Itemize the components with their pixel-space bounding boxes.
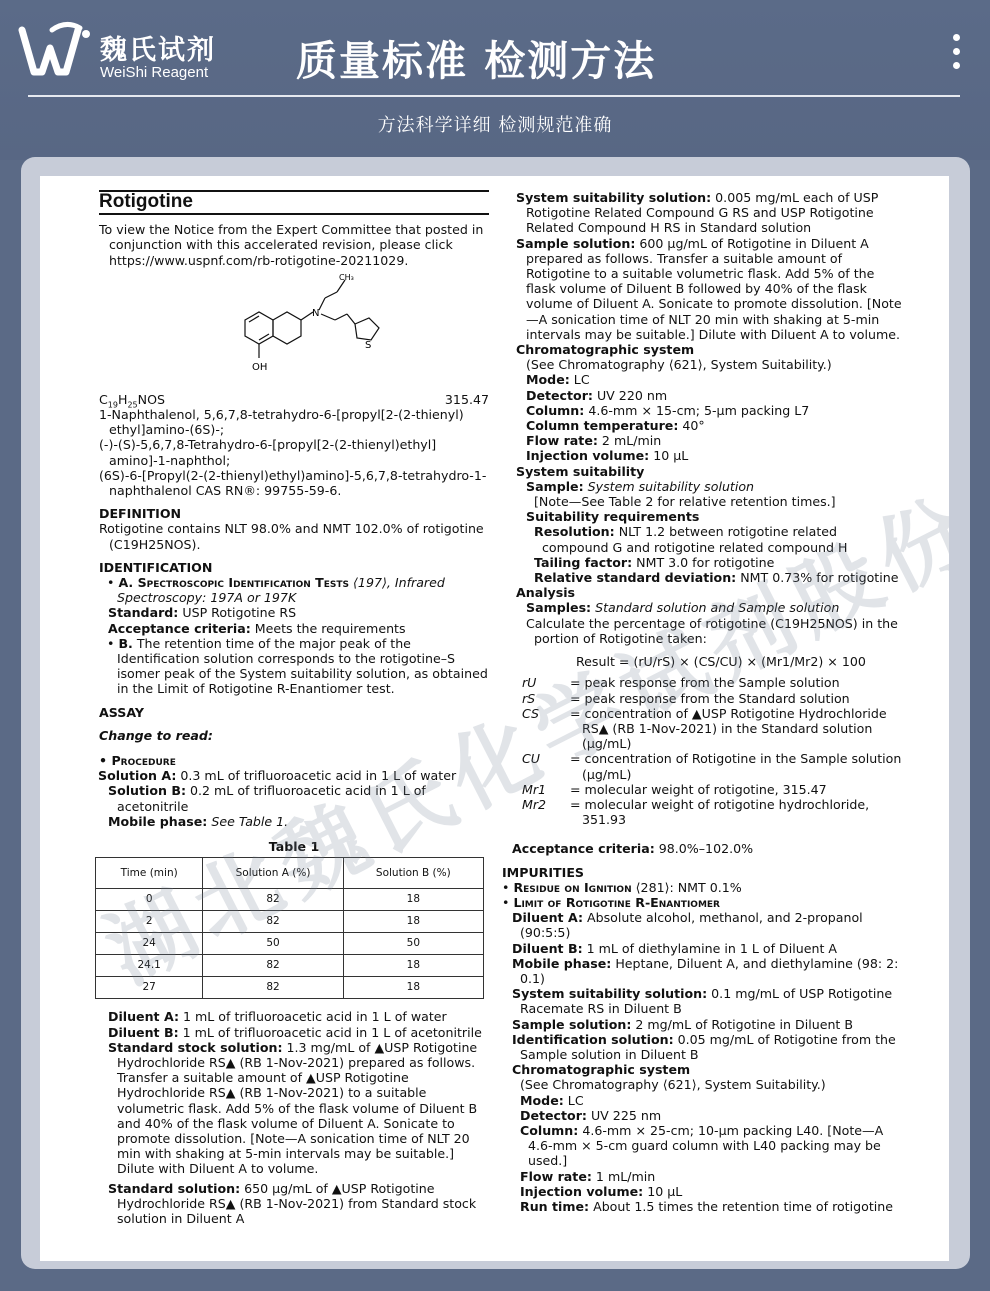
- chrom-heading: Chromatographic system: [516, 342, 695, 358]
- chrom-param: Detector: UV 220 nm: [526, 387, 668, 403]
- residue-on-ignition: • Residue on Ignition ⟨281⟩: NMT 0.1%: [502, 879, 742, 895]
- solution-b: Solution B: 0.2 mL of trifluoroacetic acid in 1 L of acetonitrile: [108, 783, 426, 814]
- left-column: [99, 190, 489, 1226]
- table-cell: 18: [343, 911, 483, 933]
- standard-stock-solution: Standard stock solution: 1.3 mg/mL of ▲USP Rotigotine Hydrochloride RS▲ (RB 1-Nov-2021) prepared as follows. Transfer a suitable amount of ▲USP Rotigotine Hydrochloride RS▲ (RB 1-Nov-2021) to a suitable volumetric flask. Add 5% of the flask volume of Diluent B and 40% of the flask volume of Diluent A. Sonicate to promote dissolution. [Note—A sonication time of NLT 20 min with shaking at 5-min intervals may be suitable.] Dilute with Diluent A to volume.: [108, 1039, 478, 1177]
- suit-note: [Note—See Table 2 for relative retention times.]: [534, 494, 836, 510]
- chrom2-param: Injection volume: 10 µL: [520, 1183, 683, 1199]
- chrom2-heading: Chromatographic system: [512, 1062, 691, 1078]
- table-row: [96, 911, 484, 933]
- change-note: Change to read:: [99, 727, 213, 743]
- identification-heading: IDENTIFICATION: [99, 559, 213, 575]
- chrom-param: Flow rate: 2 mL/min: [526, 433, 662, 449]
- table-cell: 2: [96, 911, 203, 933]
- title-bottom-rule: [99, 213, 489, 215]
- chem-name: (-)-(S)-5,6,7,8-Tetrahydro-6-[propyl[2-(2-thienyl)ethyl] amino]-1-naphthol;: [99, 437, 437, 468]
- chrom-see: (See Chromatography ⟨621⟩, System Suitability.): [526, 357, 832, 373]
- chem-name: (6S)-6-[Propyl(2-(2-thienyl)ethyl)amino]-5,6,7,8-tetrahydro-1-naphthalenol CAS RN®: 99755-59-6.: [99, 467, 487, 499]
- table-cell: 24: [96, 933, 203, 955]
- impurity-param: Mobile phase: Heptane, Diluent A, and diethylamine (98: 2: 0.1): [512, 955, 899, 986]
- molecular-formula: $C_{19}H_{25}NOS$: [99, 391, 165, 410]
- table-row: [96, 977, 484, 999]
- formula-def: CS = concentration of ▲USP Rotigotine Hydrochloride RS▲ (RB 1-Nov-2021) in the Standard solution (µg/mL): [522, 705, 887, 752]
- monograph-title: Rotigotine: [99, 191, 193, 212]
- chrom-param: Column: 4.6-mm × 15-cm; 5-µm packing L7: [526, 402, 810, 418]
- analysis-calc: Calculate the percentage of rotigotine (C19H25NOS) in the portion of Rotigotine taken:: [526, 615, 898, 646]
- formula-def: Mr1 = molecular weight of rotigotine, 315.47: [522, 781, 827, 797]
- table-cell: 24.1: [96, 955, 203, 977]
- chrom2-param: Flow rate: 1 mL/min: [520, 1168, 656, 1184]
- notice-text: To view the Notice from the Expert Committee that posted in conjunction with this accelerated revision, please click https://www.uspnf.com/rb-rotigotine-20211029.: [99, 222, 484, 268]
- assay-heading: ASSAY: [99, 704, 144, 720]
- struct-label-s: S: [365, 339, 372, 351]
- impurity-param: Diluent B: 1 mL of diethylamine in 1 L of Diluent A: [512, 940, 838, 956]
- rotigotine-structure-icon: [99, 270, 489, 386]
- struct-label-n: N: [312, 307, 320, 319]
- formula-def: rU = peak response from the Sample solution: [522, 675, 840, 691]
- suitability-heading: System suitability: [516, 463, 645, 479]
- diluent-a: Diluent A: 1 mL of trifluoroacetic acid in 1 L of water: [108, 1009, 447, 1025]
- table-header: Time (min): [96, 858, 203, 889]
- table-cell: 18: [343, 977, 483, 999]
- chem-name: 1-Naphthalenol, 5,6,7,8-tetrahydro-6-[propyl[2-(2-thienyl) ethyl]amino-(6S)-;: [99, 407, 464, 438]
- table-header: Solution A (%): [203, 858, 343, 889]
- chrom-param: Injection volume: 10 µL: [526, 448, 689, 464]
- result-formula: Result = (rU/rS) × (CS/CU) × (Mr1/Mr2) × 100: [576, 654, 866, 670]
- table-cell: 50: [203, 933, 343, 955]
- table-cell: 0: [96, 889, 203, 911]
- limit-enantiomer-heading: • Limit of Rotigotine R-Enantiomer: [502, 894, 720, 910]
- suit-tailing: Tailing factor: NMT 3.0 for rotigotine: [534, 554, 775, 570]
- chrom-param: Column temperature: 40°: [526, 418, 705, 434]
- solution-a: Solution A: 0.3 mL of trifluoroacetic acid in 1 L of water: [98, 768, 457, 784]
- brand-name-cn: 魏氏试剂: [100, 35, 216, 66]
- molecular-weight: 315.47: [444, 391, 489, 407]
- brand-logo[interactable]: [18, 14, 228, 84]
- assay-acceptance: Acceptance criteria: 98.0%–102.0%: [512, 841, 754, 857]
- page-title: 质量标准 检测方法: [296, 37, 657, 85]
- impurity-param: Sample solution: 2 mg/mL of Rotigotine in Diluent B: [512, 1016, 854, 1032]
- impurities-heading: IMPURITIES: [502, 864, 585, 880]
- table-cell: 50: [343, 933, 483, 955]
- chrom2-see: (See Chromatography ⟨621⟩, System Suitability.): [520, 1077, 826, 1093]
- definition-heading: DEFINITION: [99, 506, 182, 522]
- analysis-samples: Samples: Standard solution and Sample solution: [526, 600, 840, 616]
- struct-label-ch3: CH₃: [339, 272, 354, 282]
- weishi-logo-icon: [18, 20, 96, 82]
- chrom-param: Mode: LC: [526, 372, 590, 388]
- mobile-phase: Mobile phase: See Table 1.: [108, 813, 289, 829]
- struct-label-oh: OH: [252, 361, 268, 373]
- table-header: Solution B (%): [343, 858, 483, 889]
- chrom2-param: Detector: UV 225 nm: [520, 1107, 662, 1123]
- analysis-heading: Analysis: [516, 585, 576, 601]
- formula-def: Mr2 = molecular weight of rotigotine hydrochloride, 351.93: [522, 796, 870, 828]
- header-divider: [28, 95, 960, 97]
- system-suitability-solution: System suitability solution: 0.005 mg/mL each of USP Rotigotine Related Compound G RS and USP Rotigotine Related Compound H RS in Standard solution: [516, 190, 879, 236]
- structure-diagram: [99, 270, 489, 386]
- formula-def: CU = concentration of Rotigotine in the Sample solution (µg/mL): [522, 751, 902, 782]
- procedure-heading: • Procedure: [99, 753, 176, 769]
- page-subtitle: 方法科学详细 检测规范准确: [377, 115, 613, 136]
- table-cell: 18: [343, 889, 483, 911]
- table-cell: 82: [203, 955, 343, 977]
- diluent-b: Diluent B: 1 mL of trifluoroacetic acid in 1 L of acetonitrile: [108, 1024, 482, 1040]
- definition-text: Rotigotine contains NLT 98.0% and NMT 102.0% of rotigotine (C19H25NOS).: [99, 521, 484, 552]
- table-row: [96, 933, 484, 955]
- header-bar: [0, 0, 990, 160]
- brand-name-en: WeiShi Reagent: [100, 64, 209, 81]
- suit-resolution: Resolution: NLT 1.2 between rotigotine related compound G and rotigotine related compound H: [534, 524, 848, 555]
- id-a-acceptance: Acceptance criteria: Meets the requirements: [108, 620, 406, 636]
- chrom2-param: Mode: LC: [520, 1092, 584, 1108]
- impurity-param: System suitability solution: 0.1 mg/mL of USP Rotigotine Racemate RS in Diluent B: [512, 986, 893, 1017]
- suit-requirements: Suitability requirements: [526, 509, 700, 525]
- table-cell: 82: [203, 977, 343, 999]
- suit-rsd: Relative standard deviation: NMT 0.73% for rotigotine: [534, 570, 899, 586]
- table-cell: 18: [343, 955, 483, 977]
- more-menu-icon[interactable]: [948, 34, 964, 74]
- table-cell: 27: [96, 977, 203, 999]
- table-cell: 82: [203, 911, 343, 933]
- impurity-param: Identification solution: 0.05 mg/mL of Rotigotine from the Sample solution in Diluent B: [512, 1031, 896, 1062]
- table-header-row: [96, 858, 484, 889]
- impurity-param: Diluent A: Absolute alcohol, methanol, and 2-propanol (90:5:5): [512, 910, 863, 941]
- id-a-item: • A. Spectroscopic Identification Tests ⟨197⟩, Infrared Spectroscopy: 197A or 197K: [107, 575, 445, 606]
- formula-def: rS = peak response from the Standard solution: [522, 690, 850, 706]
- id-a-standard: Standard: USP Rotigotine RS: [108, 605, 297, 621]
- chrom2-param: Run time: About 1.5 times the retention time of rotigotine: [520, 1199, 893, 1214]
- table-caption: Table 1: [268, 839, 320, 855]
- gradient-table: [95, 857, 484, 999]
- chrom2-param: Column: 4.6-mm × 25-cm; 10-µm packing L40. [Note—A 4.6-mm × 5-cm guard column with L40 packing may be used.]: [520, 1122, 884, 1169]
- formula-row: [99, 391, 489, 410]
- right-column: [502, 190, 902, 1214]
- sample-solution: Sample solution: 600 µg/mL of Rotigotine in Diluent A prepared as follows. Transfer a suitable amount of Rotigotine to a suitable volumetric flask. Add 5% of the flask volume of Diluent B followed by 40% of the flask volume of Diluent A. Sonicate to promote dissolution. [Note—A sonication time of NLT 20 min with shaking at 5-min intervals may be suitable.] Dilute with Diluent A to volume.: [516, 235, 902, 342]
- table-row: [96, 889, 484, 911]
- table-cell: 82: [203, 889, 343, 911]
- suit-sample: Sample: System suitability solution: [526, 478, 755, 494]
- table-row: [96, 955, 484, 977]
- id-b-item: • B. The retention time of the major peak of the Identification solution corresponds to the rotigotine–S isomer peak of the System suitability solution, as obtained in the Limit of Rotigotine R-Enantiomer test.: [107, 635, 488, 697]
- standard-solution: Standard solution: 650 µg/mL of ▲USP Rotigotine Hydrochloride RS▲ (RB 1-Nov-2021) from Standard stock solution in Diluent A: [108, 1180, 477, 1226]
